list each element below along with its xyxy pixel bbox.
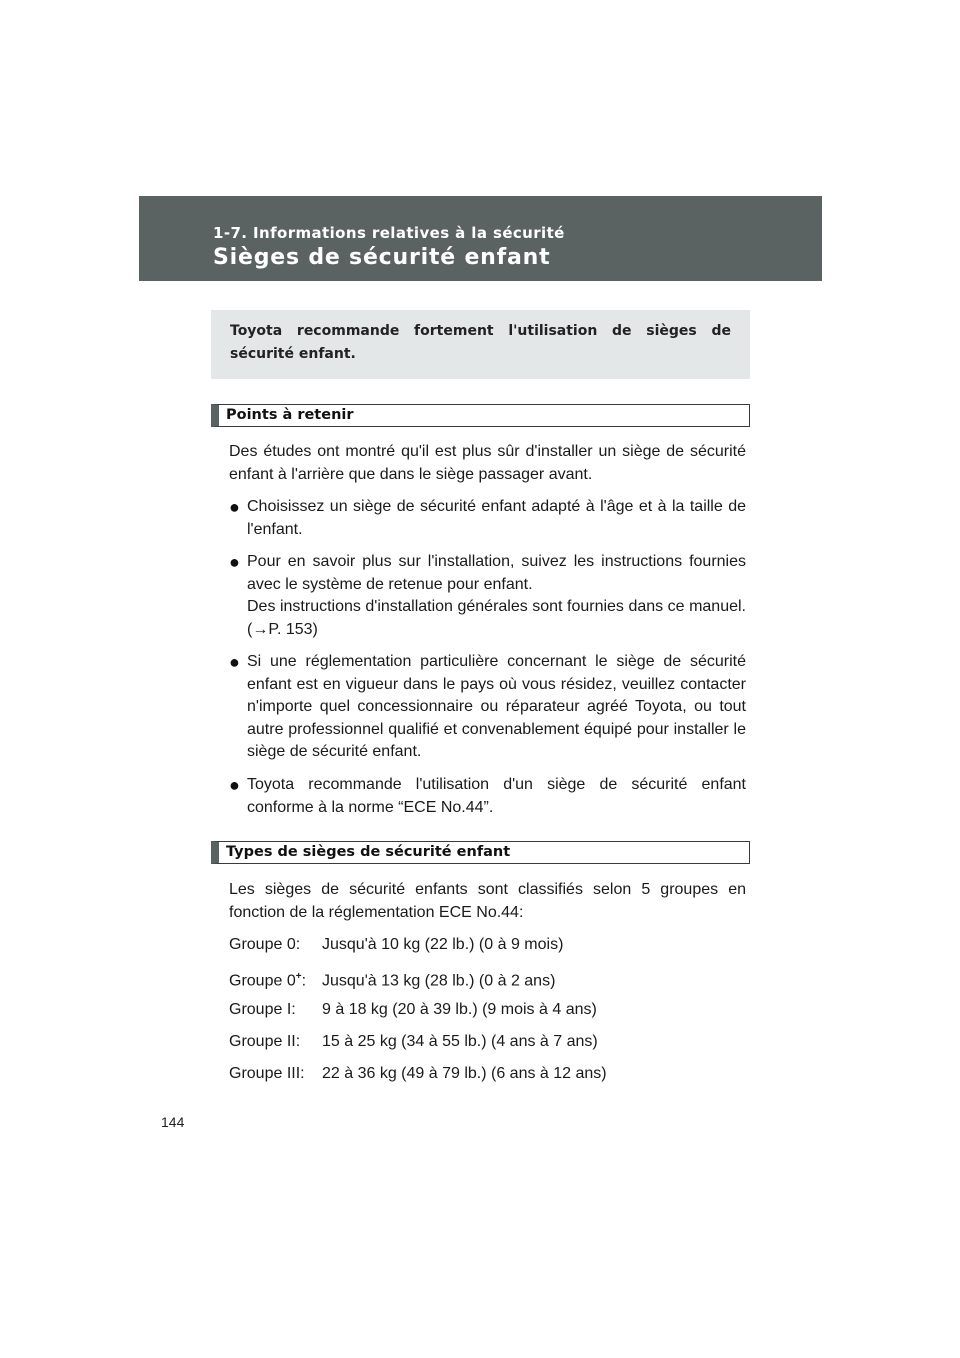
intro-text: Toyota recommande fortement l'utilisation de sièges de sécurité enfant. <box>230 323 731 362</box>
section-label: 1-7. Informations relatives à la sécurité <box>213 224 565 242</box>
bullet-item <box>229 774 746 819</box>
bullet-item <box>229 651 746 764</box>
bullet-item <box>229 496 746 541</box>
group-label: Groupe III: <box>229 1065 305 1082</box>
bullet-icon: ● <box>229 552 240 572</box>
group-row <box>229 934 563 956</box>
group-label: Groupe I: <box>229 1001 296 1018</box>
group-sup: + <box>295 971 302 982</box>
bullet-icon: ● <box>229 775 240 795</box>
group-desc: 9 à 18 kg (20 à 39 lb.) (9 mois à 4 ans) <box>322 1001 597 1018</box>
header-band <box>139 196 822 281</box>
group-row <box>229 999 597 1021</box>
group-suffix: : <box>301 972 307 990</box>
types-heading: Types de sièges de sécurité enfant <box>211 841 750 864</box>
bullet-text: Pour en savoir plus sur l'installation, suivez les instructions fournies avec le système de retenue pour enfant. <box>247 553 746 593</box>
page-number: 144 <box>161 1114 185 1130</box>
types-paragraph: Les sièges de sécurité enfants sont classifiés selon 5 groupes en fonction de la réglementation ECE No.44: <box>229 881 746 921</box>
group-row <box>229 1063 607 1085</box>
bullet-icon: ● <box>229 652 240 672</box>
group-desc: Jusqu'à 13 kg (28 lb.) (0 à 2 ans) <box>322 972 556 990</box>
points-paragraph: Des études ont montré qu'il est plus sûr d'installer un siège de sécurité enfant à l'arrière que dans le siège passager avant. <box>229 443 746 483</box>
group-desc: 15 à 25 kg (34 à 55 lb.) (4 ans à 7 ans) <box>322 1033 598 1050</box>
bullet-text: Choisissez un siège de sécurité enfant adapté à l'âge et à la taille de l'enfant. <box>247 498 746 538</box>
intro-box <box>211 310 750 379</box>
group-row <box>229 1031 598 1053</box>
page-title: Sièges de sécurité enfant <box>213 245 551 270</box>
group-desc: Jusqu'à 10 kg (22 lb.) (0 à 9 mois) <box>322 936 564 953</box>
group-label: Groupe 0: <box>229 936 301 953</box>
bullet-icon: ● <box>229 497 240 517</box>
bullet-item <box>229 551 746 641</box>
points-heading: Points à retenir <box>211 404 750 427</box>
group-label: Groupe II: <box>229 1033 301 1050</box>
bullet-text: Toyota recommande l'utilisation d'un siège de sécurité enfant conforme à la norme “ECE No.44”. <box>247 776 746 816</box>
group-row <box>229 966 555 992</box>
group-desc: 22 à 36 kg (49 à 79 lb.) (6 ans à 12 ans) <box>322 1065 607 1082</box>
group-label: Groupe 0 <box>229 972 296 990</box>
bullet-text: Si une réglementation particulière concernant le siège de sécurité enfant est en vigueur dans le pays où vous résidez, veuillez contacter n'importe quel concessionnaire ou réparateur agréé Toyota, ou tout autre professionnel qualifié et convenablement équipé pour installer le siège de sécurité enfant. <box>247 653 746 760</box>
bullet-text-continued: Des instructions d'installation générales sont fournies dans ce manuel. (→P. 153) <box>247 598 746 638</box>
